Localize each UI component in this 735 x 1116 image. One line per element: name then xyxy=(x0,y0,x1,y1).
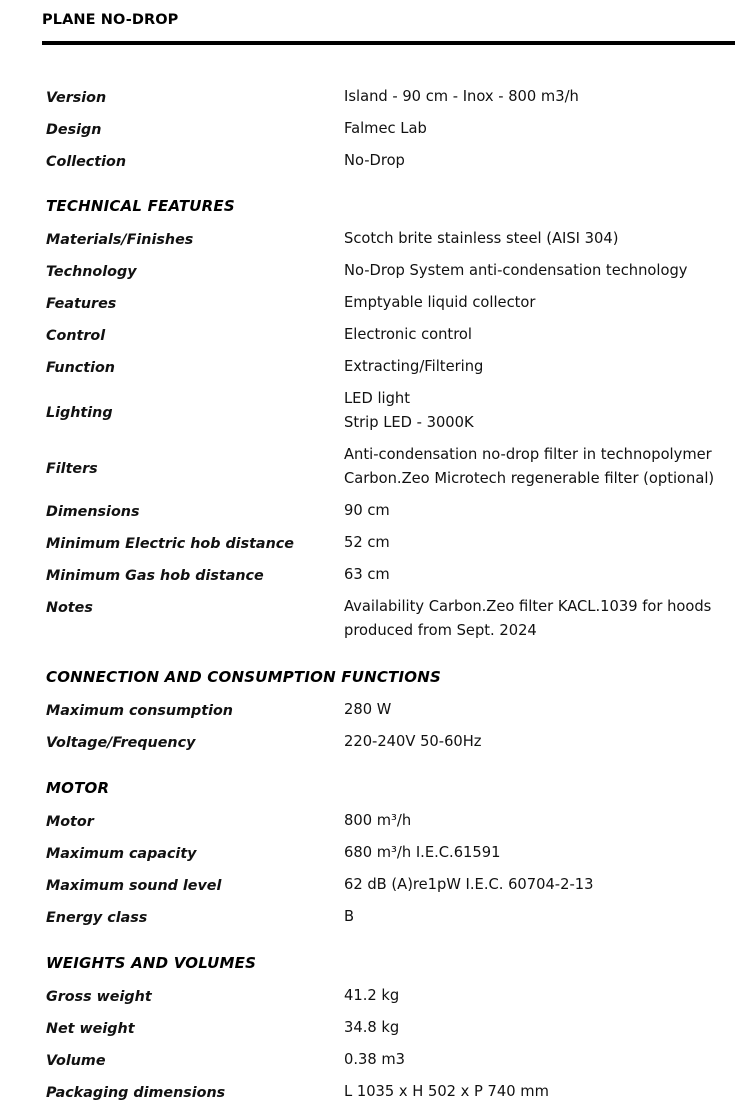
spec-value xyxy=(344,1048,735,1072)
spec-row xyxy=(46,502,735,534)
spec-row xyxy=(46,1083,735,1115)
spec-label: Minimum Electric hob distance xyxy=(46,536,294,552)
spec-value-line: B xyxy=(344,908,355,925)
spec-value-line: 62 dB (A)re1pW I.E.C. 60704-2-13 xyxy=(344,876,594,893)
spec-value-line: 41.2 kg xyxy=(344,987,400,1004)
spec-row xyxy=(46,701,735,733)
spec-row xyxy=(46,908,735,940)
spec-row xyxy=(46,733,735,765)
spec-value xyxy=(344,443,735,491)
spec-value xyxy=(344,291,735,315)
spec-label: Minimum Gas hob distance xyxy=(46,568,264,584)
spec-value-line: 34.8 kg xyxy=(344,1019,400,1036)
spec-label: Function xyxy=(46,360,115,376)
spec-value-line: 52 cm xyxy=(344,534,390,551)
spec-label: Maximum capacity xyxy=(46,846,197,862)
spec-row xyxy=(46,1051,735,1083)
spec-value xyxy=(344,531,735,555)
spec-value xyxy=(344,355,735,379)
spec-value-line: 280 W xyxy=(344,701,392,718)
spec-value-line: Emptyable liquid collector xyxy=(344,294,536,311)
spec-row xyxy=(46,876,735,908)
spec-value-line: No-Drop System anti-condensation technology xyxy=(344,262,688,279)
spec-row xyxy=(46,534,735,566)
spec-label: Volume xyxy=(46,1053,106,1069)
spec-label: Technology xyxy=(46,264,137,280)
spec-value xyxy=(344,873,735,897)
spec-label: Lighting xyxy=(46,405,113,421)
spec-label: Voltage/Frequency xyxy=(46,735,196,751)
spec-value xyxy=(344,1080,735,1104)
spec-value xyxy=(344,563,735,587)
spec-value-line: 0.38 m3 xyxy=(344,1051,406,1068)
spec-value xyxy=(344,905,735,929)
spec-value-line: produced from Sept. 2024 xyxy=(344,622,537,639)
spec-value xyxy=(344,595,735,643)
section-heading: WEIGHTS AND VOLUMES xyxy=(46,954,257,972)
spec-row xyxy=(46,152,735,184)
spec-value xyxy=(344,323,735,347)
spec-value-line: Island - 90 cm - Inox - 800 m3/h xyxy=(344,88,579,105)
spec-label: Maximum consumption xyxy=(46,703,233,719)
spec-label: Net weight xyxy=(46,1021,135,1037)
spec-row xyxy=(46,262,735,294)
spec-value-line: 800 m³/h xyxy=(344,812,412,829)
spec-row xyxy=(46,812,735,844)
spec-value-line: LED light xyxy=(344,390,410,407)
spec-value xyxy=(344,841,735,865)
spec-label: Packaging dimensions xyxy=(46,1085,226,1101)
spec-value-line: Falmec Lab xyxy=(344,120,427,137)
spec-value-line: No-Drop xyxy=(344,152,405,169)
spec-value-line: Electronic control xyxy=(344,326,472,343)
spec-value-line: Carbon.Zeo Microtech regenerable filter (optional) xyxy=(344,470,715,487)
spec-value-line: 63 cm xyxy=(344,566,390,583)
spec-value xyxy=(344,499,735,523)
spec-value-line: Strip LED - 3000K xyxy=(344,414,474,431)
spec-row xyxy=(46,88,735,120)
spec-value xyxy=(344,698,735,722)
spec-row xyxy=(46,566,735,598)
spec-row xyxy=(46,1019,735,1051)
spec-value-line: Scotch brite stainless steel (AISI 304) xyxy=(344,230,619,247)
spec-row xyxy=(46,294,735,326)
spec-label: Filters xyxy=(46,461,98,477)
spec-row xyxy=(46,987,735,1019)
page-title: PLANE NO-DROP xyxy=(42,12,179,28)
spec-label: Maximum sound level xyxy=(46,878,222,894)
spec-label: Materials/Finishes xyxy=(46,232,194,248)
spec-label: Notes xyxy=(46,600,93,616)
spec-label: Gross weight xyxy=(46,989,152,1005)
spec-label: Design xyxy=(46,122,102,138)
spec-value xyxy=(344,85,735,109)
spec-value-line: Anti-condensation no-drop filter in technopolymer xyxy=(344,446,712,463)
spec-value-line: 90 cm xyxy=(344,502,390,519)
spec-value xyxy=(344,387,735,435)
spec-value xyxy=(344,117,735,141)
spec-row xyxy=(46,446,735,502)
section-heading: MOTOR xyxy=(46,779,110,797)
spec-value xyxy=(344,809,735,833)
spec-value xyxy=(344,227,735,251)
spec-label: Version xyxy=(46,90,107,106)
spec-row xyxy=(46,844,735,876)
spec-row xyxy=(46,358,735,390)
spec-label: Dimensions xyxy=(46,504,140,520)
spec-row xyxy=(46,390,735,446)
spec-label: Features xyxy=(46,296,117,312)
spec-value-line: L 1035 x H 502 x P 740 mm xyxy=(344,1083,549,1100)
spec-value xyxy=(344,149,735,173)
spec-value xyxy=(344,984,735,1008)
spec-row xyxy=(46,598,735,654)
spec-value xyxy=(344,730,735,754)
spec-label: Energy class xyxy=(46,910,148,926)
spec-value-line: 220-240V 50-60Hz xyxy=(344,733,482,750)
spec-label: Motor xyxy=(46,814,94,830)
spec-value-line: Availability Carbon.Zeo filter KACL.1039 for hoods xyxy=(344,598,712,615)
spec-label: Control xyxy=(46,328,106,344)
spec-value xyxy=(344,259,735,283)
spec-value-line: Extracting/Filtering xyxy=(344,358,484,375)
spec-value-line: 680 m³/h I.E.C.61591 xyxy=(344,844,501,861)
spec-row xyxy=(46,120,735,152)
spec-value xyxy=(344,1016,735,1040)
spec-row xyxy=(46,230,735,262)
spec-row xyxy=(46,326,735,358)
spec-label: Collection xyxy=(46,154,127,170)
section-heading: CONNECTION AND CONSUMPTION FUNCTIONS xyxy=(46,668,441,686)
section-heading: TECHNICAL FEATURES xyxy=(46,197,235,215)
